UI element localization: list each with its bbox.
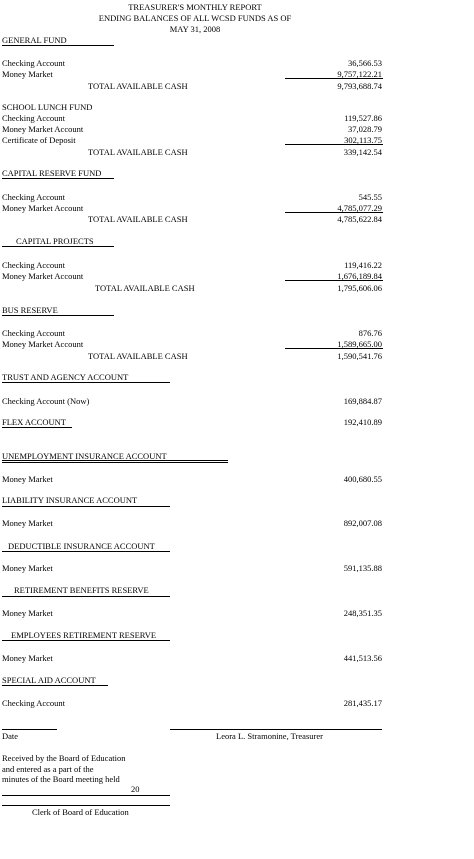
- row-value: 1,676,189.84: [337, 271, 382, 281]
- sum-line: [285, 280, 383, 281]
- divider: [2, 596, 170, 597]
- date-label: Date: [2, 731, 19, 741]
- report-title: TREASURER'S MONTHLY REPORT: [128, 2, 262, 12]
- row-value: 119,416.22: [344, 260, 382, 270]
- capital-projects-title: CAPITAL PROJECTS: [16, 236, 94, 246]
- row-label: Checking Account: [2, 58, 66, 68]
- divider: [2, 685, 108, 686]
- row-label: Money Market Account: [2, 271, 84, 281]
- received-line-2: and entered as a part of the: [2, 764, 94, 774]
- sum-line: [285, 212, 383, 213]
- row-value: 36,566.53: [348, 58, 382, 68]
- treasurer-name: Leora L. Stramonine, Treasurer: [216, 731, 323, 741]
- row-label: Checking Account: [2, 328, 66, 338]
- received-line-1: Received by the Board of Education: [2, 753, 126, 763]
- deductible-title: DEDUCTIBLE INSURANCE ACCOUNT: [8, 541, 155, 551]
- row-value: 119,527.86: [344, 113, 382, 123]
- divider: [2, 427, 72, 428]
- divider: [2, 246, 114, 247]
- row-label: Money Market: [2, 653, 53, 663]
- retirement-benefits-title: RETIREMENT BENEFITS RESERVE: [14, 585, 149, 595]
- row-value: 192,410.89: [343, 417, 382, 427]
- row-value: 545.55: [358, 192, 382, 202]
- received-line-3: minutes of the Board meeting held: [2, 774, 120, 784]
- row-label: Money Market Account: [2, 203, 84, 213]
- divider: [2, 315, 114, 316]
- row-value: 169,884.87: [343, 396, 382, 406]
- row-label: Certificate of Deposit: [2, 135, 76, 145]
- unemployment-title: UNEMPLOYMENT INSURANCE ACCOUNT: [2, 451, 167, 461]
- row-value: 302,113.75: [344, 135, 382, 145]
- signature-line: [170, 729, 382, 730]
- row-label: Money Market Account: [2, 124, 84, 134]
- employees-retirement-title: EMPLOYEES RETIREMENT RESERVE: [11, 630, 157, 640]
- total-label: TOTAL AVAILABLE CASH: [88, 81, 188, 91]
- row-label: Money Market: [2, 608, 53, 618]
- year-prefix: 20: [131, 784, 140, 794]
- school-lunch-title: SCHOOL LUNCH FUND: [2, 102, 93, 112]
- row-label: Checking Account: [2, 113, 66, 123]
- capital-reserve-title: CAPITAL RESERVE FUND: [2, 168, 102, 178]
- row-label: Checking Account: [2, 192, 66, 202]
- row-value: 281,435.17: [343, 698, 382, 708]
- flex-title: FLEX ACCOUNT: [2, 417, 66, 427]
- sum-line: [285, 348, 383, 349]
- clerk-signature-line: [2, 805, 170, 806]
- row-value: 4,785,077.29: [337, 203, 382, 213]
- row-label: Money Market: [2, 69, 53, 79]
- liability-title: LIABILITY INSURANCE ACCOUNT: [2, 495, 138, 505]
- row-value: 1,589,665.00: [337, 339, 382, 349]
- row-label: Money Market: [2, 563, 53, 573]
- total-label: TOTAL AVAILABLE CASH: [88, 147, 188, 157]
- row-value: 400,680.55: [343, 474, 382, 484]
- divider: [2, 640, 170, 641]
- total-label: TOTAL AVAILABLE CASH: [88, 351, 188, 361]
- total-label: TOTAL AVAILABLE CASH: [95, 283, 195, 293]
- trust-agency-title: TRUST AND AGENCY ACCOUNT: [2, 372, 129, 382]
- date-line: [2, 729, 57, 730]
- divider: [2, 460, 228, 461]
- row-label: Checking Account (Now): [2, 396, 90, 406]
- row-label: Money Market: [2, 518, 53, 528]
- row-value: 591,135.88: [343, 563, 382, 573]
- row-value: 876.76: [358, 328, 382, 338]
- total-value: 339,142.54: [343, 147, 382, 157]
- divider: [2, 462, 228, 463]
- bus-reserve-title: BUS RESERVE: [2, 305, 58, 315]
- report-date: MAY 31, 2008: [169, 24, 221, 34]
- divider: [2, 551, 170, 552]
- special-aid-title: SPECIAL AID ACCOUNT: [2, 675, 96, 685]
- sum-line: [285, 78, 383, 79]
- divider: [2, 506, 170, 507]
- total-value: 4,785,622.84: [337, 214, 382, 224]
- meeting-line: [2, 795, 170, 796]
- total-value: 1,795,606.06: [337, 283, 382, 293]
- row-value: 441,513.56: [343, 653, 382, 663]
- row-value: 37,028.79: [348, 124, 382, 134]
- divider: [2, 178, 114, 179]
- sum-line: [285, 144, 383, 145]
- general-fund-title: GENERAL FUND: [2, 35, 67, 45]
- total-label: TOTAL AVAILABLE CASH: [88, 214, 188, 224]
- clerk-label: Clerk of Board of Education: [32, 807, 129, 817]
- divider: [2, 45, 114, 46]
- total-value: 1,590,541.76: [337, 351, 382, 361]
- row-label: Checking Account: [2, 260, 66, 270]
- row-label: Checking Account: [2, 698, 66, 708]
- divider: [2, 382, 170, 383]
- row-label: Money Market Account: [2, 339, 84, 349]
- total-value: 9,793,688.74: [337, 81, 382, 91]
- row-value: 892,007.08: [343, 518, 382, 528]
- row-value: 248,351.35: [343, 608, 382, 618]
- row-label: Money Market: [2, 474, 53, 484]
- row-value: 9,757,122.21: [337, 69, 382, 79]
- report-subtitle: ENDING BALANCES OF ALL WCSD FUNDS AS OF: [98, 13, 292, 23]
